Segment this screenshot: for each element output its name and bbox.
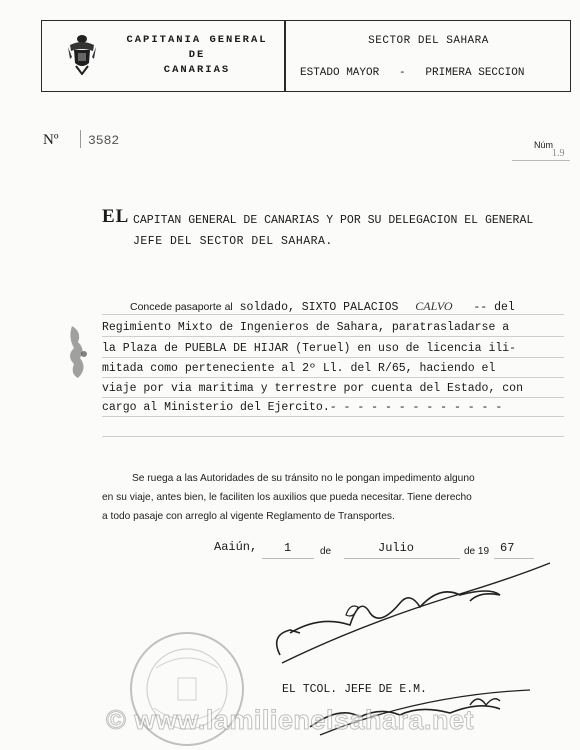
coat-of-arms-icon bbox=[66, 33, 98, 75]
body-rule-5 bbox=[102, 397, 564, 398]
body-rule-4 bbox=[102, 377, 564, 378]
letterhead-capitania: CAPITANIA GENERAL bbox=[126, 34, 268, 46]
letterhead-canarias: CANARIAS bbox=[163, 64, 231, 76]
website-watermark: © www.lamilienelsahara.net bbox=[105, 705, 475, 735]
date-de-1: de bbox=[320, 546, 332, 557]
num-right-value: 1.9 bbox=[552, 148, 565, 159]
authority-line-2: JEFE DEL SECTOR DEL SAHARA. bbox=[133, 235, 333, 248]
body-soldier-surname: CALVO bbox=[415, 299, 453, 313]
date-place: Aaiún, bbox=[214, 540, 258, 554]
authority-line-1: CAPITAN GENERAL DE CANARIAS Y POR SU DELEGACION EL GENERAL bbox=[133, 214, 534, 227]
authority-el: EL bbox=[102, 206, 130, 227]
date-month: Julio bbox=[378, 541, 415, 555]
body-line-4: mitada como perteneciente al 2º Ll. del R/65, haciendo el bbox=[102, 362, 496, 375]
body-line-1 bbox=[102, 299, 515, 314]
body-soldier-name: soldado, SIXTO PALACIOS bbox=[239, 301, 399, 314]
num-right-line bbox=[512, 160, 570, 161]
rules-line-2: en su viaje, antes bien, le faciliten los auxilios que pueda necesitar. Tiene derecho bbox=[102, 492, 472, 503]
body-del: -- del bbox=[473, 301, 515, 314]
letterhead-box bbox=[41, 20, 571, 92]
letterhead-divider bbox=[284, 21, 286, 91]
body-line-2: Regimiento Mixto de Ingenieros de Sahara, paratrasladarse a bbox=[102, 321, 510, 334]
body-rule-3 bbox=[102, 357, 564, 358]
letterhead-sector: SECTOR DEL SAHARA bbox=[368, 35, 489, 47]
letterhead-de: DE bbox=[188, 49, 206, 61]
body-rule-1 bbox=[102, 314, 564, 315]
number-bracket bbox=[80, 130, 83, 148]
body-line-5: viaje por via maritima y terrestre por cuenta del Estado, con bbox=[102, 382, 523, 395]
body-rule-2 bbox=[102, 336, 564, 337]
number-value: 3582 bbox=[88, 133, 120, 148]
body-line-6: cargo al Ministerio del Ejercito.- - - - - - - - - - - - - bbox=[102, 401, 503, 414]
date-de-2: de 19 bbox=[464, 546, 490, 557]
rules-line-1: Se ruega a las Autoridades de su tránsito no le pongan impedimento alguno bbox=[132, 473, 475, 484]
body-concede: Concede pasaporte al bbox=[130, 301, 233, 313]
number-label: Nº bbox=[43, 132, 59, 148]
signer-title: EL TCOL. JEFE DE E.M. bbox=[282, 683, 427, 696]
body-rule-6 bbox=[102, 416, 564, 417]
rules-line-3: a todo pasaje con arreglo al vigente Reglamento de Transportes. bbox=[102, 511, 395, 522]
body-line-3: la Plaza de PUEBLA DE HIJAR (Teruel) en uso de licencia ili- bbox=[102, 342, 517, 355]
letterhead-seccion: ESTADO MAYOR - PRIMERA SECCION bbox=[300, 67, 525, 79]
ink-stain bbox=[60, 318, 100, 388]
date-year: 67 bbox=[500, 541, 515, 555]
date-day: 1 bbox=[284, 541, 292, 555]
body-rule-7 bbox=[102, 436, 564, 437]
num-right-label: Núm bbox=[534, 140, 554, 150]
